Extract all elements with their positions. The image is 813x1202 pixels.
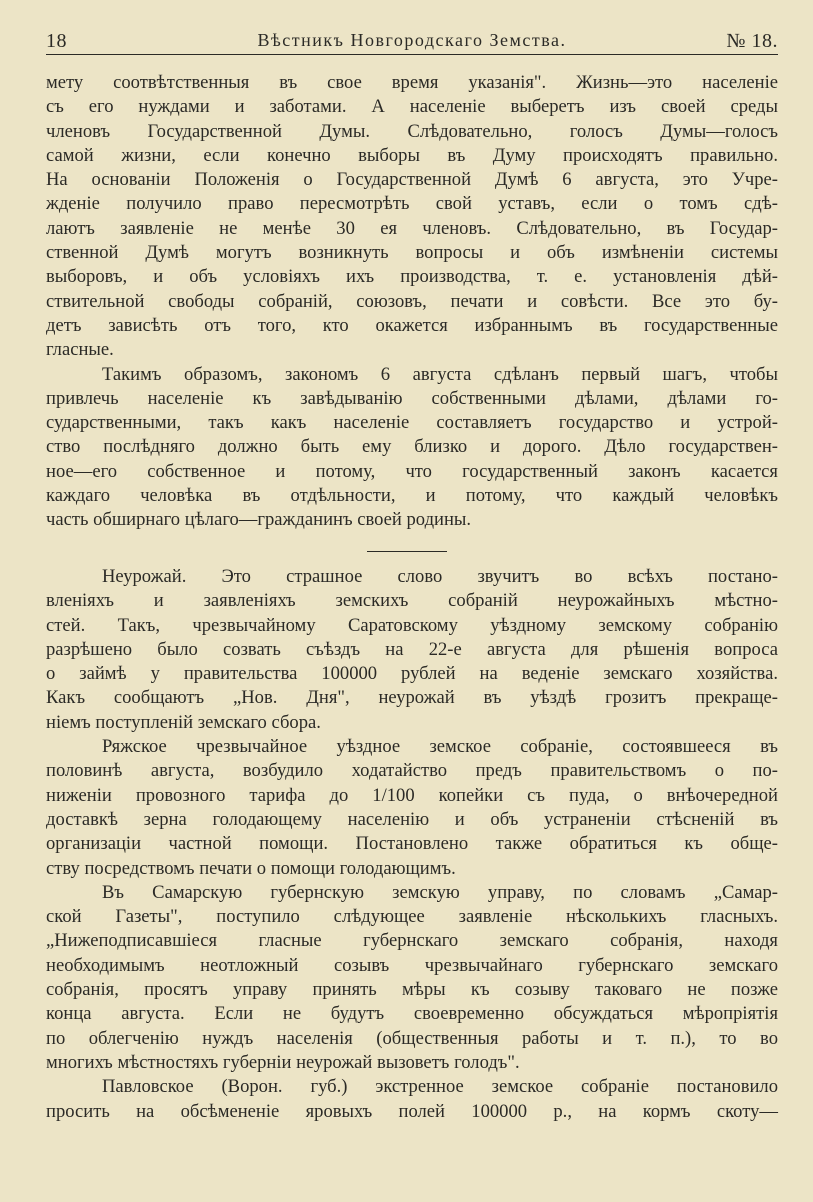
text-line: гласные. — [46, 339, 114, 361]
text-line: каждаго человѣка въ отдѣльности, и потому, что каждый человѣкъ — [46, 485, 778, 507]
text-line: привлечь населеніе къ завѣдыванію собственными дѣлами, дѣлами го- — [46, 387, 778, 409]
text-block-law — [46, 71, 778, 533]
text-line: мету соотвѣтственныя въ свое время указанія". Жизнь—это населеніе — [46, 72, 778, 93]
text-line: членовъ Государственной Думы. Слѣдовательно, голосъ Думы—голосъ — [46, 120, 778, 142]
text-line: стей. Такъ, чрезвычайному Саратовскому уѣздному земскому собранію — [46, 614, 778, 636]
text-line: просить на обсѣмененіе яровыхъ полей 100000 р., на кормъ скоту— — [46, 1100, 778, 1122]
text-line: ственной Думѣ могутъ возникнуть вопросы и объ измѣненіи системы — [46, 242, 778, 264]
journal-title: Вѣстникъ Новгородскаго Земства. — [257, 30, 567, 50]
text-line: выборовъ, и объ условіяхъ ихъ производства, т. е. установленія дѣй- — [46, 266, 778, 288]
text-line: лаютъ заявленіе не менѣе 30 ея членовъ. Слѣдовательно, въ Государ- — [46, 217, 778, 239]
text-line: часть обширнаго цѣлаго—гражданинъ своей родины. — [46, 509, 472, 531]
text-line: вленіяхъ и заявленіяхъ земскихъ собраній неурожайныхъ мѣстно- — [46, 590, 778, 612]
text-line: необходимымъ неотложный созывъ чрезвычайнаго губернскаго земскаго — [46, 954, 778, 976]
text-line: Такимъ образомъ, закономъ 6 августа сдѣланъ первый шагъ, чтобы — [102, 363, 778, 385]
text-line: о займѣ у правительства 100000 рублей на веденіе земскаго хозяйства. — [46, 663, 778, 685]
page-number: 18 — [46, 30, 67, 52]
section-separator — [367, 551, 447, 552]
text-line: Какъ сообщаютъ „Нов. Дня", неурожай въ уѣздѣ грозитъ прекраще- — [46, 687, 778, 709]
text-line: по облегченію нуждъ населенія (общественныя работы и т. п.), то во — [46, 1027, 778, 1049]
header-rule — [46, 54, 778, 55]
text-line: жденіе получило право пересмотрѣть свой уставъ, если о томъ сдѣ- — [46, 193, 778, 215]
text-line: конца августа. Если не будутъ своевременно обсуждаться мѣропріятія — [46, 1003, 778, 1025]
text-block-harvest-failure — [46, 565, 778, 1124]
running-header — [46, 28, 778, 56]
text-line: ство послѣдняго должно быть ему близко и дорого. Дѣло государствен- — [46, 436, 778, 458]
text-line: ніемъ поступленій земскаго сбора. — [46, 711, 321, 733]
text-line: Ряжское чрезвычайное уѣздное земское собраніе, состоявшееся въ — [102, 736, 778, 758]
text-line: ской Газеты", поступило слѣдующее заявленіе нѣсколькихъ гласныхъ. — [46, 906, 778, 928]
text-line: „Нижеподписавшіеся гласные губернскаго земскаго собранія, находя — [46, 930, 778, 952]
text-line: Павловское (Ворон. губ.) экстренное земское собраніе постановило — [102, 1076, 778, 1098]
text-line: ству посредствомъ печати о помощи голодающимъ. — [46, 857, 456, 879]
text-line: ное—его собственное и потому, что государственный законъ касается — [46, 460, 778, 482]
text-line: Неурожай. Это страшное слово звучитъ во всѣхъ постано- — [102, 566, 778, 587]
text-line: организаціи частной помощи. Постановлено также обратиться къ обще- — [46, 833, 778, 855]
issue-number: № 18. — [726, 30, 778, 52]
text-line: ствительной свободы собраній, союзовъ, печати и совѣсти. Все это бу- — [46, 290, 778, 312]
text-line: половинѣ августа, возбудило ходатайство предъ правительствомъ о по- — [46, 760, 778, 782]
text-line: съ его нуждами и заботами. А населеніе выберетъ изъ своей среды — [46, 96, 778, 118]
text-line: доставкѣ зерна голодающему населенію и объ устраненіи стѣсненій въ — [46, 808, 778, 830]
text-line: детъ зависѣть отъ того, кто окажется избраннымъ въ государственные — [46, 314, 778, 336]
text-line: сударственными, такъ какъ населеніе составляетъ государство и устрой- — [46, 412, 778, 434]
text-line: На основаніи Положенія о Государственной Думѣ 6 августа, это Учре- — [46, 169, 778, 191]
text-line: многихъ мѣстностяхъ губерніи неурожай вызоветъ голодъ". — [46, 1051, 520, 1073]
text-line: собранія, просятъ управу принять мѣры къ созыву таковаго не позже — [46, 979, 778, 1001]
text-line: разрѣшено было созвать съѣздъ на 22-е августа для рѣшенія вопроса — [46, 638, 778, 660]
text-line: ниженіи провозного тарифа до 1/100 копейки съ пуда, о внѣочередной — [46, 784, 778, 806]
text-line: самой жизни, если конечно выборы въ Думу происходятъ правильно. — [46, 144, 778, 166]
text-line: Въ Самарскую губернскую земскую управу, по словамъ „Самар- — [102, 881, 778, 903]
